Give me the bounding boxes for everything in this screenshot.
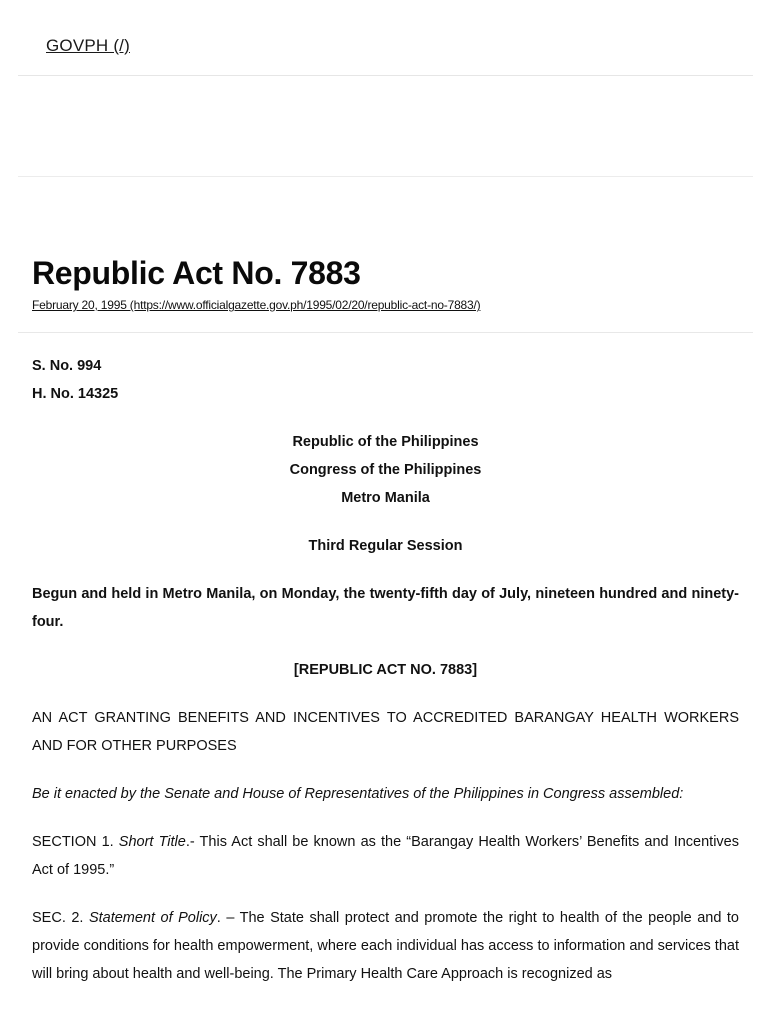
house-bill-number: H. No. 14325 (32, 386, 119, 402)
act-number-heading: [REPUBLIC ACT NO. 7883] (293, 662, 478, 678)
section-1 (32, 828, 739, 884)
senate-bill-number: S. No. 994 (32, 358, 102, 374)
republic-heading: Republic of the Philippines (292, 434, 479, 450)
page-title: Republic Act No. 7883 (32, 255, 361, 291)
location-heading: Metro Manila (341, 490, 430, 506)
section-1-text: .- This Act shall be known as the “Barangay Health Workers’ Benefits and Incentives Act of 1995.” (32, 834, 739, 878)
begun-statement: Begun and held in Metro Manila, on Monday, the twenty-fifth day of July, nineteen hundred and ninety-four. (32, 586, 739, 630)
section-2-heading: Statement of Policy (88, 910, 217, 926)
section-2 (32, 904, 739, 988)
section-1-heading: Short Title (118, 834, 186, 850)
article-body (32, 352, 739, 988)
congress-heading: Congress of the Philippines (289, 462, 482, 478)
enacting-clause (32, 780, 739, 808)
enacting-clause-text: Be it enacted by the Senate and House of Representatives of the Philippines in Congress assembled: (32, 786, 684, 802)
act-title: AN ACT GRANTING BENEFITS AND INCENTIVES TO ACCREDITED BARANGAY HEALTH WORKERS AND FOR OTHER PURPOSES (32, 710, 739, 754)
section-1-label: SECTION 1. (32, 834, 119, 850)
section-2-text: . – The State shall protect and promote the right to health of the people and to provide conditions for health empowerment, where each individual has access to information and services that will bring about health and well-being. The Primary Health Care Approach is recognized as (32, 910, 739, 982)
top-navigation-bar (18, 0, 753, 76)
session-heading: Third Regular Session (308, 538, 463, 554)
title-divider (18, 332, 753, 333)
section-2-label: SEC. 2. (32, 910, 89, 926)
govph-home-link[interactable]: GOVPH (/) (46, 36, 130, 55)
header-banner-area (18, 76, 753, 177)
publication-date-link[interactable]: February 20, 1995 (https://www.officialgazette.gov.ph/1995/02/20/republic-act-no-7883/) (32, 298, 481, 312)
